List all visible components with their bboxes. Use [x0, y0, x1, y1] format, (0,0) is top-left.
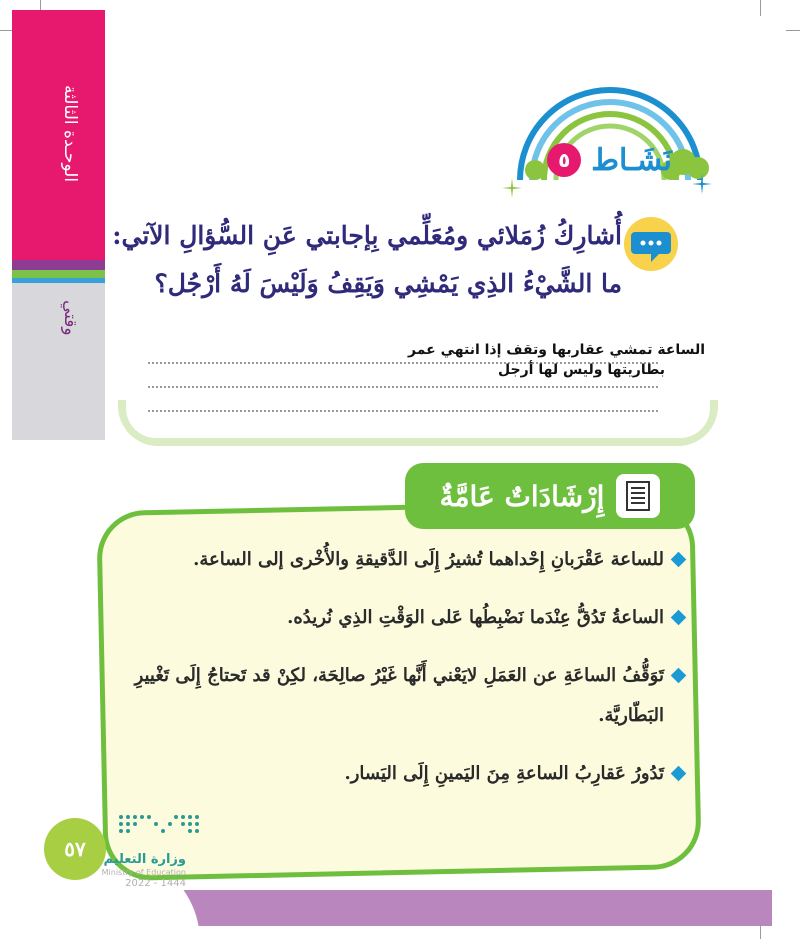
unit-label: الوحـدة الثالثة — [60, 85, 80, 183]
ministry-name-ar: وزارة التعليم — [103, 852, 186, 867]
guidance-title: إِرْشَادَاتٌ عَامَّةٌ — [439, 479, 605, 513]
guidance-header — [405, 463, 695, 529]
question-line: ما الشَّيْءُ الذِي يَمْشِي وَيَقِفُ وَلَيْسَ لَهُ أَرْجُل؟ — [154, 269, 622, 298]
activity-title: نَشَـاط — [591, 142, 672, 178]
edition-year: 2022 - 1444 — [125, 878, 186, 889]
answer-text: الساعة تمشي عقاربها وتقف إذا انتهي عمر — [408, 342, 705, 358]
question-line: أُشارِكُ زُمَلائي ومُعَلِّمي بِإجابتي عَنِ السُّؤالِ الآتي: — [112, 221, 622, 250]
document-icon — [616, 474, 660, 518]
answer-line — [148, 388, 658, 412]
sparkle-icon — [690, 172, 714, 196]
speech-bubble-icon — [623, 216, 679, 272]
ministry-name-en: Ministry of Education — [101, 868, 186, 877]
list-item: تَوَقُّفُ الساعَةِ عن العَمَلِ لايَعْني أَنَّها غَيْرُ صالِحَة، لكِنْ قد تَحتاجُ إِلَى تَغْييرِ البَطّاريَّة. — [122, 656, 682, 736]
crop-mark — [786, 30, 800, 31]
answer-text: بطاريتها وليس لها أرجل — [498, 362, 665, 378]
activity-heading — [512, 138, 672, 182]
list-item: للساعة عَقْرَبانِ إِحْداهما تُشيرُ إِلَى الدَّقيقةِ والأُخْرى إلى الساعة. — [122, 540, 682, 580]
list-item: الساعةُ تَدُقُّ عِنْدَما نَضْبِطُها عَلى الوَقْتِ الذِي نُريدُه. — [122, 598, 682, 638]
handwritten-answer — [408, 340, 705, 380]
activity-question — [62, 212, 622, 308]
crop-mark — [760, 0, 761, 16]
lesson-label: وقتي — [60, 300, 80, 336]
guidance-list — [122, 540, 682, 812]
activity-number-badge: ٥ — [547, 143, 581, 177]
ministry-logo — [66, 818, 186, 889]
list-item: تَدُورُ عَقارِبُ الساعةِ مِنَ اليَمينِ إِلَى اليَسار. — [122, 754, 682, 794]
page-number: ٥٧ — [44, 818, 106, 880]
